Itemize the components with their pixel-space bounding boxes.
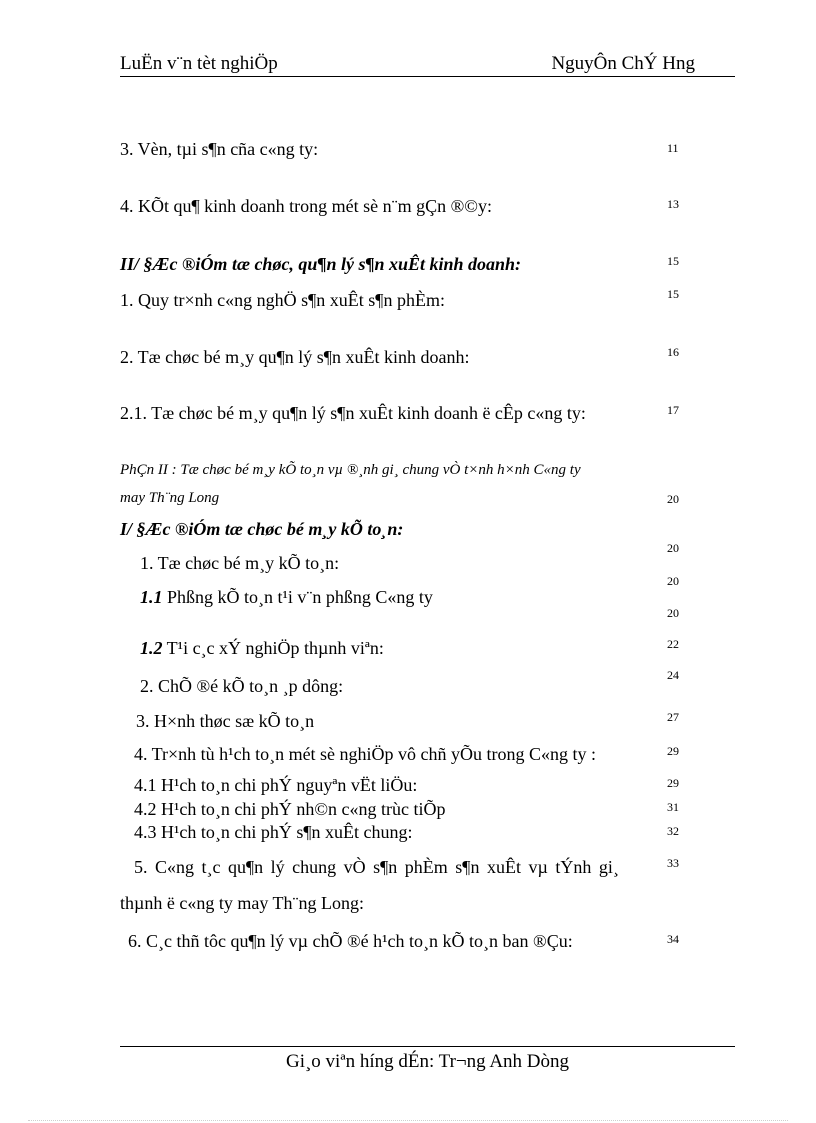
- toc-entry: [0, 852, 816, 882]
- toc-entry: [0, 398, 816, 428]
- toc-entry: [0, 342, 816, 372]
- toc-entry-text: 1. Tæ chøc bé m¸y kÕ to¸n:: [140, 553, 340, 573]
- toc-entry-continuation: [0, 888, 816, 918]
- toc-page-number: 29: [667, 776, 679, 790]
- toc-entry: [0, 548, 816, 588]
- toc-part-heading: [0, 455, 816, 485]
- toc-page-number: 33: [667, 856, 679, 870]
- toc-entry-text: 4. KÕt qu¶ kinh doanh trong mét sè n¨m gÇn ®©y:: [120, 196, 492, 216]
- toc-entry-text: 4.1 H¹ch to¸n chi phÝ nguyªn vËt liÖu:: [134, 775, 418, 795]
- toc-entry: [0, 582, 816, 620]
- toc-section-heading-text: II/ §Æc ®iÓm tæ chøc, qu¶n lý s¶n xuÊt kinh doanh:: [120, 254, 522, 274]
- toc-entry-text: 3. H×nh thøc sæ kÕ to¸n: [136, 711, 315, 731]
- toc-page-number: 11: [667, 141, 679, 155]
- toc-page-number: 31: [667, 800, 679, 814]
- toc-entry-text: 3. Vèn, tµi s¶n cña c«ng ty:: [120, 139, 319, 159]
- toc-entry: [0, 773, 816, 797]
- page-bottom-dotted-border: [28, 1120, 788, 1121]
- toc-page-number: 32: [667, 824, 679, 838]
- footer-supervisor: Gi¸o viªn híng dÉn: Tr¬ng Anh Dòng: [285, 1051, 570, 1072]
- header-thesis-title: LuËn v¨n tèt nghiÖp: [120, 53, 278, 74]
- toc-entry-text: 6. C¸c thñ tôc qu¶n lý vµ chÕ ®é h¹ch to¸n kÕ to¸n ban ®Çu:: [128, 931, 573, 951]
- toc-page-number: 16: [667, 345, 679, 359]
- toc-page-number: 34: [667, 932, 679, 946]
- toc-entry-text: [140, 582, 433, 612]
- toc-entry-text: [140, 633, 384, 663]
- toc-page-number: 29: [667, 744, 679, 758]
- toc-entry-text: 5. C«ng t¸c qu¶n lý chung vÒ s¶n phÈm s¶n xuÊt vµ tÝnh gi¸: [134, 857, 619, 877]
- toc-entry-text: 4.2 H¹ch to¸n chi phÝ nh©n c«ng trùc tiÕp: [134, 799, 446, 819]
- toc-page-number: 17: [667, 403, 679, 417]
- toc-entry: [0, 134, 816, 164]
- page-footer: [120, 1046, 735, 1075]
- toc-entry: [0, 739, 816, 769]
- toc-page-number: 13: [667, 197, 679, 211]
- toc-entry-text: 2.1. Tæ chøc bé m¸y qu¶n lý s¶n xuÊt kinh doanh ë cÊp c«ng ty:: [120, 403, 586, 423]
- toc-page-number: 15: [667, 254, 679, 268]
- toc-entry-label: T¹i c¸c xÝ nghiÖp thµnh viªn:: [162, 638, 384, 658]
- toc-page-number: 20: [667, 492, 679, 506]
- toc-entry: [0, 706, 816, 736]
- toc-entry-number: 1.2: [140, 638, 163, 658]
- toc-entry: [0, 191, 816, 221]
- toc-entry-text: 1. Quy tr×nh c«ng nghÖ s¶n xuÊt s¶n phÈm:: [120, 290, 445, 310]
- toc-entry: [0, 797, 816, 821]
- toc-section-heading-text: I/ §Æc ®iÓm tæ chøc bé m¸y kÕ to¸n:: [120, 519, 404, 539]
- toc-entry-number: 1.1: [140, 587, 163, 607]
- toc-part-heading-text: may Th¨ng Long: [120, 490, 220, 506]
- toc-part-heading-continuation: [0, 483, 816, 513]
- toc-entry-text: 4. Tr×nh tù h¹ch to¸n mét sè nghiÖp vô chñ yÕu trong C«ng ty :: [134, 744, 597, 764]
- toc-page-number: 15: [667, 287, 679, 301]
- toc-page-number: 20: [667, 574, 679, 588]
- toc-section-heading: [0, 514, 816, 555]
- header-author-name: NguyÔn ChÝ Hng: [551, 53, 695, 74]
- toc-entry-text: 4.3 H¹ch to¸n chi phÝ s¶n xuÊt chung:: [134, 822, 413, 842]
- toc-page-number: 20: [667, 606, 679, 620]
- toc-page-number: 22: [667, 637, 679, 651]
- toc-entry-text: 2. ChÕ ®é kÕ to¸n ¸p dông:: [140, 676, 344, 696]
- toc-entry-text: 2. Tæ chøc bé m¸y qu¶n lý s¶n xuÊt kinh doanh:: [120, 347, 470, 367]
- toc-entry: [0, 668, 816, 701]
- toc-entry-text: thµnh ë c«ng ty may Th¨ng Long:: [120, 893, 365, 913]
- toc-entry: [0, 285, 816, 315]
- page-header: [120, 52, 735, 77]
- toc-page-number: 20: [667, 541, 679, 555]
- toc-entry: [0, 820, 816, 844]
- toc-entry-label: Phßng kÕ to¸n t¹i v¨n phßng C«ng ty: [162, 587, 433, 607]
- toc-page-number: 24: [667, 668, 679, 682]
- toc-part-heading-text: PhÇn II : Tæ chøc bé m¸y kÕ to¸n vµ ®¸nh gi¸ chung vÒ t×nh h×nh C«ng ty: [120, 462, 581, 478]
- toc-section-heading: [0, 249, 816, 279]
- toc-entry: [0, 633, 816, 663]
- toc-entry: [0, 926, 816, 956]
- toc-page-number: 27: [667, 710, 679, 724]
